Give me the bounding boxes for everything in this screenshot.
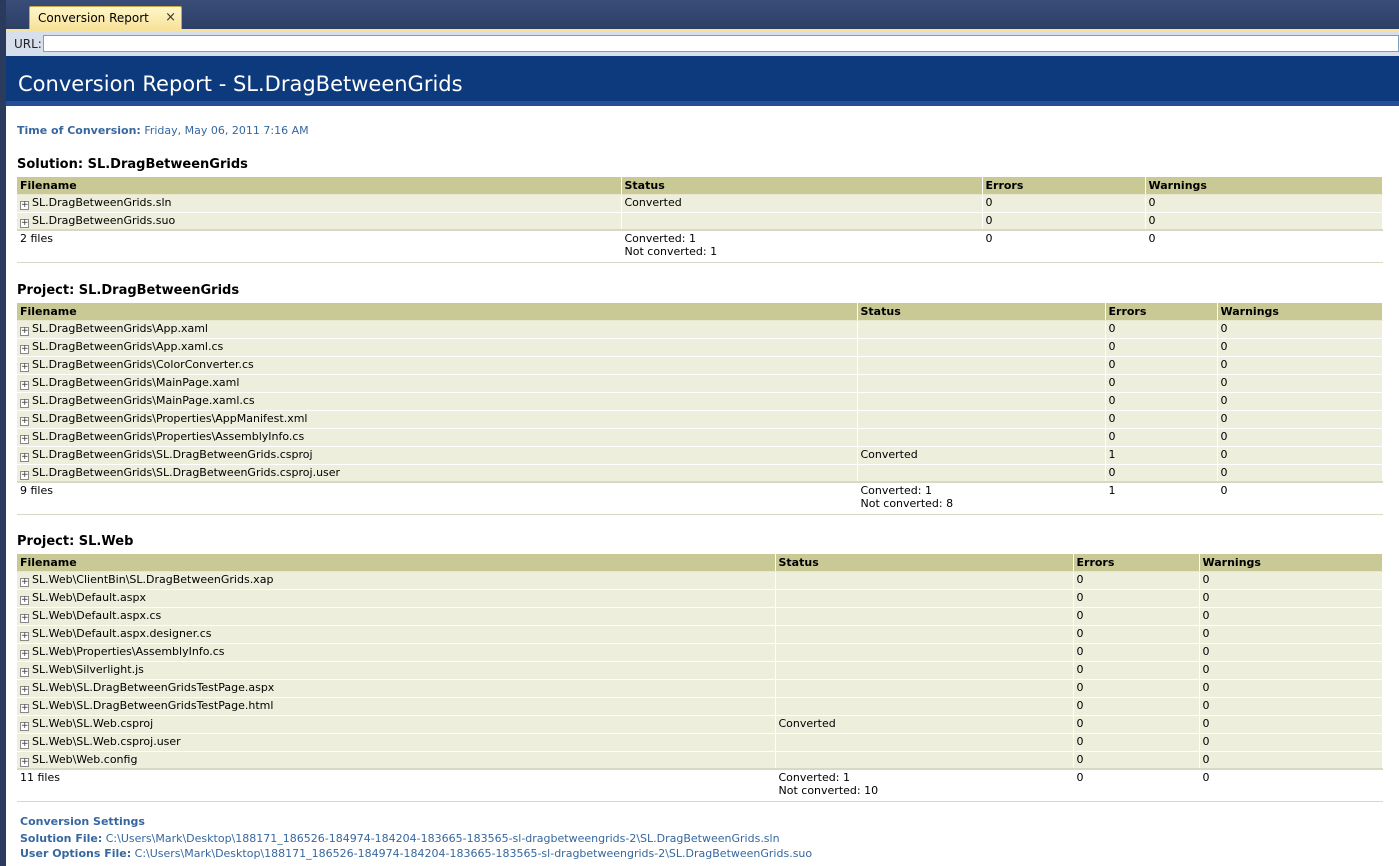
column-warnings: Warnings [1199,554,1382,571]
status-cell [775,679,1073,697]
filename-text: SL.Web\Default.aspx [32,590,146,604]
solution-table [17,177,1383,263]
table-row[interactable] [17,679,1382,697]
warnings-cell: 0 [1199,679,1382,697]
status-cell [775,697,1073,715]
table-row[interactable] [17,338,1382,356]
total-files: 9 files [17,482,857,514]
user-options-file-row [20,847,812,860]
column-filename: Filename [17,177,621,194]
warnings-cell: 0 [1217,338,1382,356]
total-warnings: 0 [1199,769,1382,801]
tab-conversion-report[interactable] [29,6,182,29]
warnings-cell: 0 [1217,374,1382,392]
filename-cell [17,589,775,607]
warnings-cell: 0 [1217,320,1382,338]
errors-cell: 0 [1105,320,1217,338]
total-not-converted: Not converted: 1 [624,245,718,258]
expand-plus-icon[interactable]: + [21,397,29,408]
errors-cell: 0 [1105,356,1217,374]
status-cell [775,751,1073,769]
total-errors: 1 [1105,482,1217,514]
errors-cell: 0 [1073,661,1199,679]
filename-cell [17,733,775,751]
conversion-settings [20,815,812,860]
status-cell [857,464,1105,482]
expand-plus-icon[interactable]: + [21,217,29,228]
user-options-file-path[interactable]: C:\Users\Mark\Desktop\188171_186526-184974-184204-183665-183565-sl-dragbetweengrids-2\SL.DragBetweenGrids.suo [134,847,813,860]
project-table-dragbetweengrids [17,303,1383,515]
total-warnings: 0 [1145,230,1382,262]
totals-row [17,230,1382,262]
user-options-file-label: User Options File: [20,847,132,860]
warnings-cell: 0 [1145,194,1382,212]
column-status: Status [621,177,982,194]
report-banner [6,56,1399,106]
errors-cell: 0 [1105,392,1217,410]
errors-cell: 0 [1073,607,1199,625]
table-row[interactable] [17,392,1382,410]
filename-cell [17,374,857,392]
errors-cell: 0 [1105,410,1217,428]
table-row[interactable] [17,589,1382,607]
expand-plus-icon[interactable]: + [21,343,29,354]
errors-cell: 0 [1073,643,1199,661]
table-header-row [17,177,1382,194]
page-title: Conversion Report - SL.DragBetweenGrids [18,72,463,96]
project-title-web: Project: SL.Web [17,534,134,549]
filename-text: SL.Web\SL.Web.csproj [32,716,154,730]
project-table-web [17,554,1383,802]
errors-cell: 0 [982,212,1145,230]
filename-text: SL.Web\SL.DragBetweenGridsTestPage.html [32,698,274,712]
errors-cell: 0 [1073,589,1199,607]
totals-row [17,482,1382,514]
status-cell [775,589,1073,607]
filename-cell [17,661,775,679]
column-filename: Filename [17,554,775,571]
column-errors: Errors [1105,303,1217,320]
errors-cell: 0 [1105,338,1217,356]
expand-plus-icon[interactable]: + [21,612,29,623]
filename-text: SL.DragBetweenGrids\App.xaml.cs [32,339,224,353]
total-files: 2 files [17,230,621,262]
table-header-row [17,554,1382,571]
table-row[interactable] [17,661,1382,679]
status-cell [857,374,1105,392]
table-row[interactable] [17,625,1382,643]
expand-plus-icon[interactable]: + [21,594,29,605]
filename-cell [17,464,857,482]
time-value: Friday, May 06, 2011 7:16 AM [144,124,309,137]
status-cell [621,212,982,230]
table-row[interactable] [17,571,1382,589]
total-status [775,769,1073,801]
warnings-cell: 0 [1199,571,1382,589]
errors-cell: 0 [1105,428,1217,446]
warnings-cell: 0 [1217,410,1382,428]
table-row[interactable] [17,446,1382,464]
tab-label: Conversion Report [38,11,149,25]
table-row[interactable] [17,320,1382,338]
warnings-cell: 0 [1217,428,1382,446]
warnings-cell: 0 [1199,589,1382,607]
filename-text: SL.DragBetweenGrids\Properties\AssemblyInfo.cs [32,429,305,443]
table-row[interactable] [17,374,1382,392]
column-warnings: Warnings [1145,177,1382,194]
errors-cell: 1 [1105,446,1217,464]
table-row[interactable] [17,212,1382,230]
total-files: 11 files [17,769,775,801]
errors-cell: 0 [1073,571,1199,589]
filename-text: SL.DragBetweenGrids\Properties\AppManifest.xml [32,411,308,425]
filename-text: SL.Web\Default.aspx.cs [32,608,162,622]
table-row[interactable] [17,410,1382,428]
table-row[interactable] [17,607,1382,625]
warnings-cell: 0 [1217,392,1382,410]
warnings-cell: 0 [1217,446,1382,464]
status-cell [775,625,1073,643]
table-row[interactable] [17,464,1382,482]
solution-title: Solution: SL.DragBetweenGrids [17,157,248,172]
filename-cell [17,356,857,374]
errors-cell: 0 [1073,697,1199,715]
errors-cell: 0 [1073,733,1199,751]
time-of-conversion [17,124,309,137]
status-cell [857,392,1105,410]
column-warnings: Warnings [1217,303,1382,320]
expand-plus-icon[interactable]: + [21,199,29,210]
expand-plus-icon[interactable]: + [21,720,29,731]
expand-plus-icon[interactable]: + [21,738,29,749]
expand-plus-icon[interactable]: + [21,576,29,587]
filename-cell [17,410,857,428]
errors-cell: 0 [1105,374,1217,392]
table-row[interactable] [17,697,1382,715]
total-converted: Converted: 1 [860,484,932,497]
filename-text: SL.DragBetweenGrids\SL.DragBetweenGrids.csproj.user [32,465,341,479]
filename-cell [17,751,775,769]
filename-text: SL.DragBetweenGrids\MainPage.xaml [32,375,240,389]
total-status [857,482,1105,514]
errors-cell: 0 [1073,715,1199,733]
table-row[interactable] [17,643,1382,661]
expand-plus-icon[interactable]: + [21,469,29,480]
status-cell: Converted [775,715,1073,733]
solution-file-row [20,832,812,845]
warnings-cell: 0 [1145,212,1382,230]
filename-cell [17,679,775,697]
filename-cell [17,428,857,446]
filename-cell [17,320,857,338]
table-row[interactable] [17,751,1382,769]
filename-text: SL.DragBetweenGrids\MainPage.xaml.cs [32,393,255,407]
status-cell [775,571,1073,589]
filename-text: SL.DragBetweenGrids\App.xaml [32,321,208,335]
close-icon[interactable]: × [165,10,176,25]
warnings-cell: 0 [1199,625,1382,643]
solution-file-path[interactable]: C:\Users\Mark\Desktop\188171_186526-184974-184204-183665-183565-sl-dragbetweengrids-2\SL.DragBetweenGrids.sln [105,832,780,845]
total-not-converted: Not converted: 8 [860,497,954,510]
filename-text: SL.DragBetweenGrids.suo [32,213,176,227]
filename-text: SL.Web\SL.DragBetweenGridsTestPage.aspx [32,680,275,694]
expand-plus-icon[interactable]: + [21,666,29,677]
status-cell [857,428,1105,446]
url-bar [6,29,1399,56]
filename-text: SL.Web\SL.Web.csproj.user [32,734,181,748]
time-label: Time of Conversion: [17,124,141,137]
column-errors: Errors [1073,554,1199,571]
tab-strip [0,0,1399,29]
errors-cell: 0 [1105,464,1217,482]
filename-cell [17,212,621,230]
errors-cell: 0 [1073,751,1199,769]
filename-cell [17,392,857,410]
status-cell [857,410,1105,428]
report-page [6,56,1399,866]
column-filename: Filename [17,303,857,320]
filename-text: SL.DragBetweenGrids\SL.DragBetweenGrids.csproj [32,447,313,461]
filename-text: SL.Web\Web.config [32,752,138,766]
status-cell: Converted [621,194,982,212]
status-cell [775,643,1073,661]
expand-plus-icon[interactable]: + [21,433,29,444]
filename-text: SL.DragBetweenGrids.sln [32,195,172,209]
project-title-dragbetweengrids: Project: SL.DragBetweenGrids [17,283,240,298]
url-input[interactable] [43,35,1399,52]
expand-plus-icon[interactable]: + [21,702,29,713]
expand-plus-icon[interactable]: + [21,415,29,426]
total-warnings: 0 [1217,482,1382,514]
filename-cell [17,697,775,715]
status-cell [857,356,1105,374]
filename-cell [17,715,775,733]
expand-plus-icon[interactable]: + [21,325,29,336]
table-row[interactable] [17,428,1382,446]
table-row[interactable] [17,733,1382,751]
column-status: Status [775,554,1073,571]
status-cell [857,338,1105,356]
expand-plus-icon[interactable]: + [21,756,29,767]
total-converted: Converted: 1 [778,771,850,784]
column-errors: Errors [982,177,1145,194]
table-row[interactable] [17,356,1382,374]
warnings-cell: 0 [1217,356,1382,374]
total-errors: 0 [982,230,1145,262]
filename-cell [17,607,775,625]
filename-text: SL.DragBetweenGrids\ColorConverter.cs [32,357,254,371]
filename-text: SL.Web\ClientBin\SL.DragBetweenGrids.xap [32,572,274,586]
filename-cell [17,338,857,356]
url-label: URL: [14,37,42,51]
total-converted: Converted: 1 [624,232,696,245]
total-not-converted: Not converted: 10 [778,784,879,797]
filename-text: SL.Web\Properties\AssemblyInfo.cs [32,644,225,658]
warnings-cell: 0 [1199,751,1382,769]
filename-cell [17,446,857,464]
errors-cell: 0 [1073,625,1199,643]
status-cell [775,733,1073,751]
filename-text: SL.Web\Silverlight.js [32,662,144,676]
status-cell: Converted [857,446,1105,464]
status-cell [775,607,1073,625]
filename-cell [17,643,775,661]
expand-plus-icon[interactable]: + [21,361,29,372]
warnings-cell: 0 [1199,643,1382,661]
warnings-cell: 0 [1217,464,1382,482]
expand-plus-icon[interactable]: + [21,451,29,462]
expand-plus-icon[interactable]: + [21,684,29,695]
status-cell [857,320,1105,338]
table-row[interactable] [17,194,1382,212]
warnings-cell: 0 [1199,607,1382,625]
errors-cell: 0 [982,194,1145,212]
column-status: Status [857,303,1105,320]
table-header-row [17,303,1382,320]
expand-plus-icon[interactable]: + [21,630,29,641]
table-row[interactable] [17,715,1382,733]
total-errors: 0 [1073,769,1199,801]
filename-text: SL.Web\Default.aspx.designer.cs [32,626,212,640]
warnings-cell: 0 [1199,715,1382,733]
status-cell [775,661,1073,679]
settings-heading: Conversion Settings [20,815,145,828]
filename-cell [17,571,775,589]
warnings-cell: 0 [1199,697,1382,715]
warnings-cell: 0 [1199,661,1382,679]
totals-row [17,769,1382,801]
warnings-cell: 0 [1199,733,1382,751]
total-status [621,230,982,262]
solution-file-label: Solution File: [20,832,103,845]
expand-plus-icon[interactable]: + [21,648,29,659]
filename-cell [17,194,621,212]
filename-cell [17,625,775,643]
errors-cell: 0 [1073,679,1199,697]
expand-plus-icon[interactable]: + [21,379,29,390]
